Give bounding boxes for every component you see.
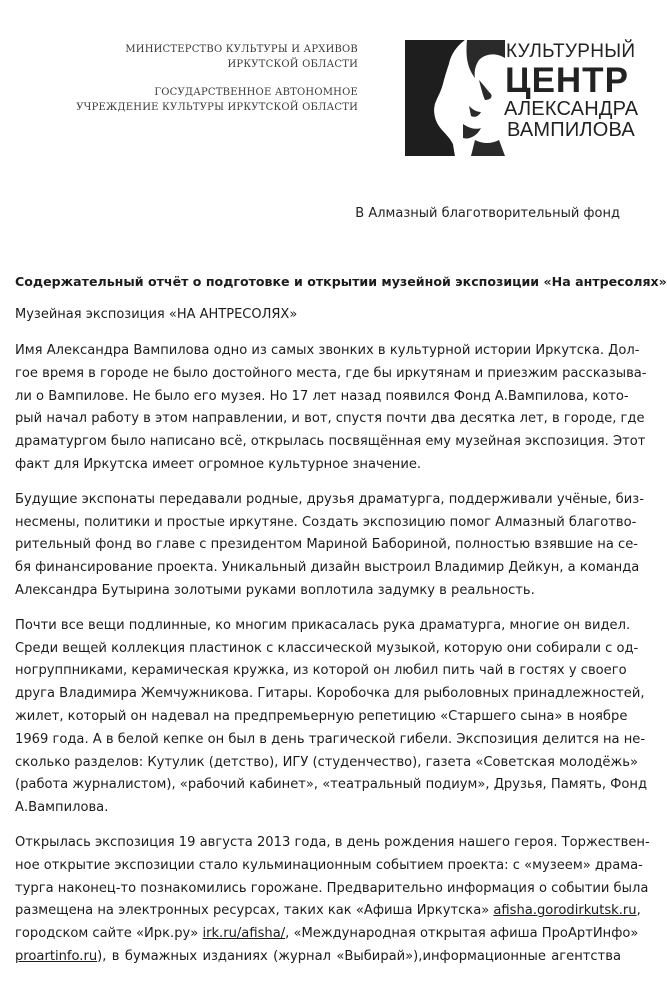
line-text: ), в бумажных изданиях (журнал «Выбирай»),информационные агентства (97, 948, 621, 964)
proartinfo-link[interactable]: proartinfo.ru (15, 948, 98, 964)
paragraph-line: Среди вещей коллекция пластинок с классической музыкой, которую они собирали с од- (15, 640, 639, 656)
report-heading: Содержательный отчёт о подготовке и открытии музейной экспозиции «На антресолях» (15, 274, 667, 289)
paragraph-line: драматургом было написано всё, открылась посвящённая ему музейная экспозиция. Этот (15, 434, 646, 450)
paragraph-line: 1969 года. А в белой кепке он был в день трагической гибели. Экспозиция делится на не- (15, 731, 646, 747)
line-text: , «Международная открытая афиша ПроАртИнфо» (285, 926, 639, 942)
logo-line-2: ЦЕНТР (505, 61, 629, 100)
afisha-irkutsk-link[interactable]: afisha.gorodirkutsk.ru (493, 903, 637, 919)
logo-line-4: ВАМПИЛОВА (507, 119, 635, 141)
paragraph-line: бя финансирование проекта. Уникальный дизайн выстроил Владимир Дейкун, а команда (15, 560, 640, 576)
paragraph-line: Почти все вещи подлинные, ко многим прикасалась рука драматурга, многие он видел. (15, 617, 631, 633)
paragraph-line: А.Вампилова. (15, 800, 109, 816)
logo-line-3: АЛЕКСАНДРА (504, 98, 639, 120)
institution-line-1: ГОСУДАРСТВЕННОЕ АВТОНОМНОЕ (154, 87, 358, 98)
document-body (15, 274, 667, 981)
paragraph-4 (15, 832, 650, 969)
paragraph-1 (15, 340, 647, 477)
paragraph-line: Открылась экспозиция 19 августа 2013 года, в день рождения нашего героя. Торжествен- (15, 834, 650, 850)
paragraph-line: гое время в городе не было достойного места, где бы иркутянам и приезжим рассказыва- (15, 365, 647, 381)
paragraph-line (15, 946, 621, 969)
paragraph-2 (15, 489, 644, 603)
paragraph-line: друга Владимира Жемчужникова. Гитары. Коробочка для рыболовных принадлежностей, (15, 686, 645, 702)
paragraph-line: Будущие экспонаты передавали родные, друзья драматурга, поддерживали учёные, биз- (15, 491, 644, 507)
irk-ru-afisha-link[interactable]: irk.ru/afisha/ (202, 926, 286, 942)
line-text: городском сайте «Ирк.ру» (15, 926, 203, 942)
organization-header (28, 42, 358, 115)
paragraph-line: Александра Бутырина золотыми руками воплотила задумку в реальность. (15, 582, 535, 598)
logo-line-1: КУЛЬТУРНЫЙ (506, 41, 636, 62)
paragraph-line (15, 900, 641, 923)
paragraph-line: факт для Иркутска имеет огромное культурное значение. (15, 456, 422, 472)
line-text: , (636, 903, 641, 919)
institution-line-2: УЧРЕЖДЕНИЕ КУЛЬТУРЫ ИРКУТСКОЙ ОБЛАСТИ (76, 102, 358, 113)
logo-wordmark (502, 41, 639, 141)
paragraph-line: Имя Александра Вампилова одно из самых звонких в культурной истории Иркутска. Дол- (15, 343, 640, 358)
report-subheading: Музейная экспозиция «НА АНТРЕСОЛЯХ» (15, 307, 298, 322)
line-text: размещена на электронных ресурсах, таких как «Афиша Иркутска» (15, 903, 494, 919)
ministry-line-1: МИНИСТЕРСТВО КУЛЬТУРЫ И АРХИВОВ (125, 44, 358, 55)
paragraph-line: жилет, который он надевал на предпремьерную репетицию «Старшего сына» в ноябре (15, 708, 628, 724)
paragraph-3 (15, 615, 648, 820)
paragraph-line: рый начал работу в этом направлении, и вот, спустя почти два десятка лет, в городе, где (15, 411, 645, 427)
paragraph-line: ли о Вампилове. Не было его музея. Но 17 лет назад появился Фонд А.Вампилова, кото- (15, 388, 629, 404)
paragraph-line: ногруппниками, керамическая кружка, из которой он любил пить чай в гостях у своего (15, 663, 627, 679)
paragraph-line: ное открытие экспозиции стало кульминационным событием проекта: с «музеем» драма- (15, 857, 643, 873)
ministry-line-2: ИРКУТСКОЙ ОБЛАСТИ (227, 59, 358, 70)
paragraph-line: сколько разделов: Кутулик (детство), ИГУ (студенчество), газета «Советская молодёжь» (15, 754, 638, 770)
paragraph-line: рительный фонд во главе с президентом Мариной Бабориной, полностью взявшие на се- (15, 537, 639, 553)
portrait-silhouette-icon (405, 40, 505, 156)
paragraph-line: несмены, политики и простые иркутяне. Создать экспозицию помог Алмазный благотво- (15, 514, 637, 530)
paragraph-line (15, 923, 639, 946)
cultural-center-logo (405, 40, 639, 160)
paragraph-line: (работа журналистом), «рабочий кабинет», «театральный подиум», Друзья, Память, Фонд (15, 777, 648, 793)
recipient-line: В Алмазный благотворительный фонд (355, 206, 620, 221)
paragraph-line: турга наконец-то познакомились горожане. Предварительно информация о событии была (15, 880, 649, 896)
